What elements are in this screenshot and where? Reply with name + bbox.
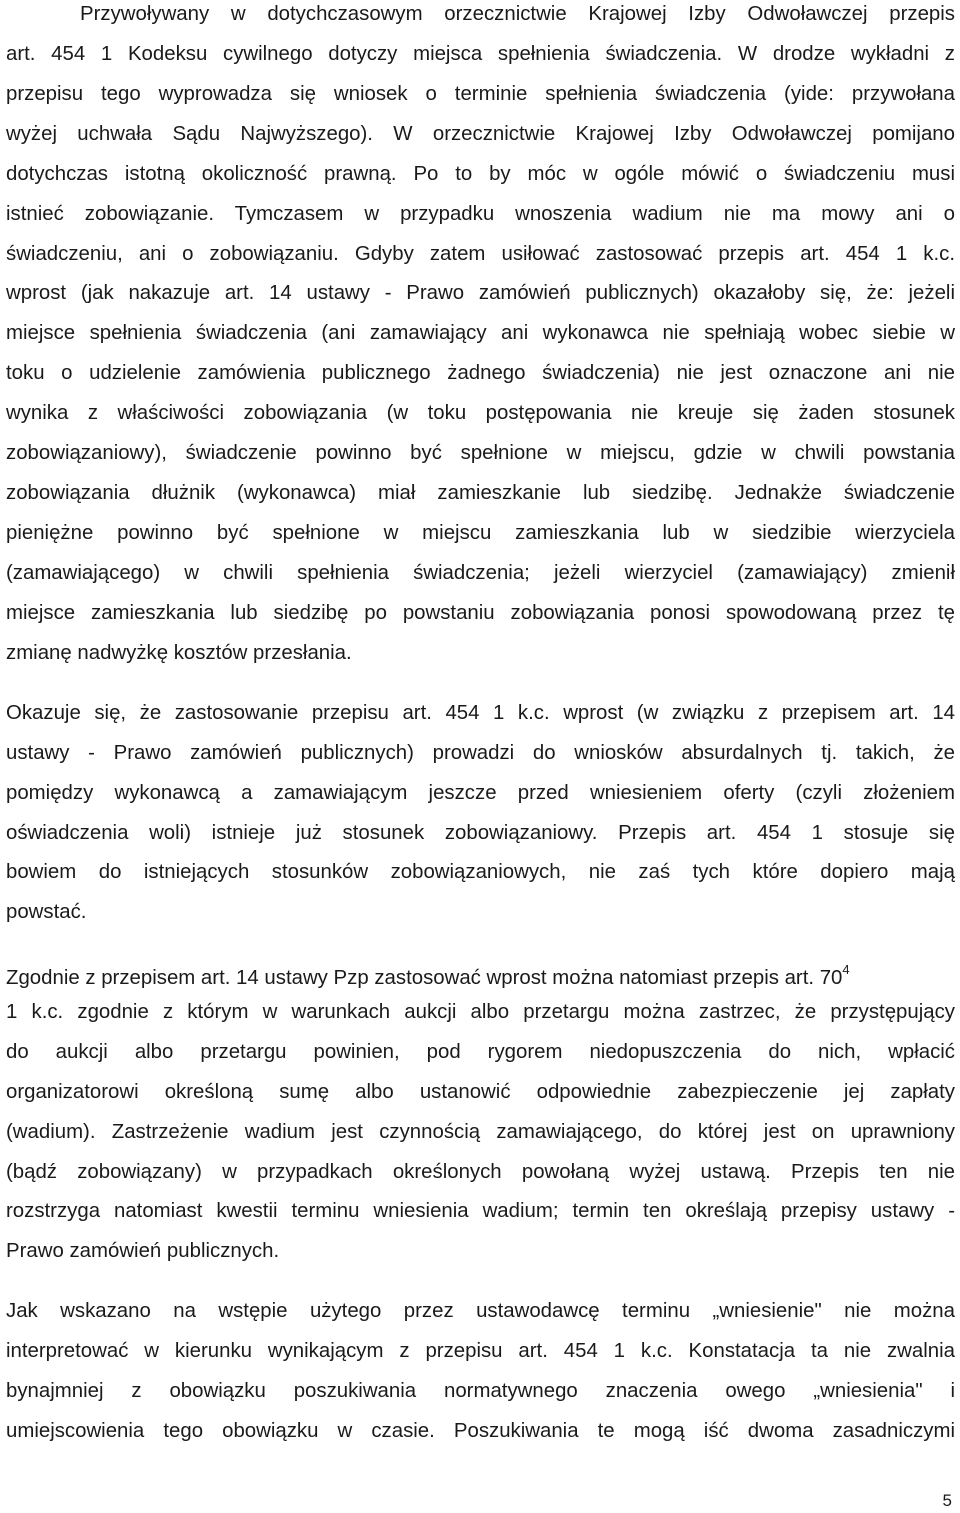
- text-line: zobowiązania dłużnik (wykonawca) miał zamieszkanie lub siedzibę. Jednakże świadczenie: [6, 482, 955, 504]
- text-line: świadczeniu, ani o zobowiązaniu. Gdyby zatem usiłować zastosować przepis art. 454 1 k.c.: [6, 243, 955, 265]
- superscript: 4: [842, 962, 850, 977]
- text-line: powstać.: [6, 901, 87, 923]
- page-number: 5: [942, 1491, 952, 1510]
- text-line: bynajmniej z obowiązku poszukiwania normatywnego znaczenia owego „wniesienia" i: [6, 1380, 955, 1402]
- text-line: dotychczas istotną okoliczność prawną. Po to by móc w ogóle mówić o świadczeniu musi: [6, 163, 955, 185]
- text-line: wynika z właściwości zobowiązania (w toku postępowania nie kreuje się żaden stosunek: [6, 402, 955, 424]
- text-line: [6, 960, 936, 989]
- text-line: istnieć zobowiązanie. Tymczasem w przypadku wnoszenia wadium nie ma mowy ani o: [6, 203, 955, 225]
- text-line: wprost (jak nakazuje art. 14 ustawy - Prawo zamówień publicznych) okazałoby się, że: jeżeli: [6, 282, 955, 304]
- text-line: art. 454 1 Kodeksu cywilnego dotyczy miejsca spełnienia świadczenia. W drodze wykładni z: [6, 43, 955, 65]
- text-line: 1 k.c. zgodnie z którym w warunkach aukcji albo przetargu można zastrzec, że przystępujący: [6, 1001, 955, 1023]
- text-line: toku o udzielenie zamówienia publicznego żadnego świadczenia) nie jest oznaczone ani nie: [6, 362, 955, 384]
- text-line: bowiem do istniejących stosunków zobowiązaniowych, nie zaś tych które dopiero mają: [6, 861, 955, 883]
- text-line: miejsce zamieszkania lub siedzibę po powstaniu zobowiązania ponosi spowodowaną przez tę: [6, 602, 955, 624]
- text-line: Przywoływany w dotychczasowym orzecznictwie Krajowej Izby Odwoławczej przepis: [80, 3, 955, 25]
- text-line: zmianę nadwyżkę kosztów przesłania.: [6, 642, 352, 664]
- text-line: Prawo zamówień publicznych.: [6, 1240, 280, 1262]
- text-line: wyżej uchwała Sądu Najwyższego). W orzecznictwie Krajowej Izby Odwoławczej pomijano: [6, 123, 955, 145]
- text-line: przepisu tego wyprowadza się wniosek o terminie spełnienia świadczenia (yide: przywołana: [6, 83, 955, 105]
- text-line: (zamawiającego) w chwili spełnienia świadczenia; jeżeli wierzyciel (zamawiający) zmienił: [6, 562, 955, 584]
- text-line-content: Zgodnie z przepisem art. 14 ustawy Pzp zastosować wprost można natomiast przepis art. 70: [6, 966, 843, 989]
- text-line: do aukcji albo przetargu powinien, pod rygorem niedopuszczenia do nich, wpłacić: [6, 1041, 955, 1063]
- text-line: (wadium). Zastrzeżenie wadium jest czynnością zamawiającego, do której jest on uprawniony: [6, 1121, 955, 1143]
- text-line: umiejscowienia tego obowiązku w czasie. Poszukiwania te mogą iść dwoma zasadniczymi: [6, 1420, 955, 1442]
- text-line: organizatorowi określoną sumę albo ustanowić odpowiednie zabezpieczenie jej zapłaty: [6, 1081, 955, 1103]
- text-line: Okazuje się, że zastosowanie przepisu art. 454 1 k.c. wprost (w związku z przepisem art. 14: [6, 702, 955, 724]
- text-line: rozstrzyga natomiast kwestii terminu wniesienia wadium; termin ten określają przepisy ustawy -: [6, 1200, 955, 1222]
- text-line: oświadczenia woli) istnieje już stosunek zobowiązaniowy. Przepis art. 454 1 stosuje się: [6, 822, 955, 844]
- text-line: interpretować w kierunku wynikającym z przepisu art. 454 1 k.c. Konstatacja ta nie zwalnia: [6, 1340, 955, 1362]
- text-line: zobowiązaniowy), świadczenie powinno być spełnione w miejscu, gdzie w chwili powstania: [6, 442, 955, 464]
- text-line: ustawy - Prawo zamówień publicznych) prowadzi do wniosków absurdalnych tj. takich, że: [6, 742, 955, 764]
- text-line: pomiędzy wykonawcą a zamawiającym jeszcze przed wniesieniem oferty (czyli złożeniem: [6, 782, 955, 804]
- text-line: Jak wskazano na wstępie użytego przez ustawodawcę terminu „wniesienie" nie można: [6, 1300, 955, 1322]
- text-line: pieniężne powinno być spełnione w miejscu zamieszkania lub w siedzibie wierzyciela: [6, 522, 955, 544]
- text-line: (bądź zobowiązany) w przypadkach określonych powołaną wyżej ustawą. Przepis ten nie: [6, 1161, 955, 1183]
- text-line: miejsce spełnienia świadczenia (ani zamawiający ani wykonawca nie spełniają wobec siebie w: [6, 322, 955, 344]
